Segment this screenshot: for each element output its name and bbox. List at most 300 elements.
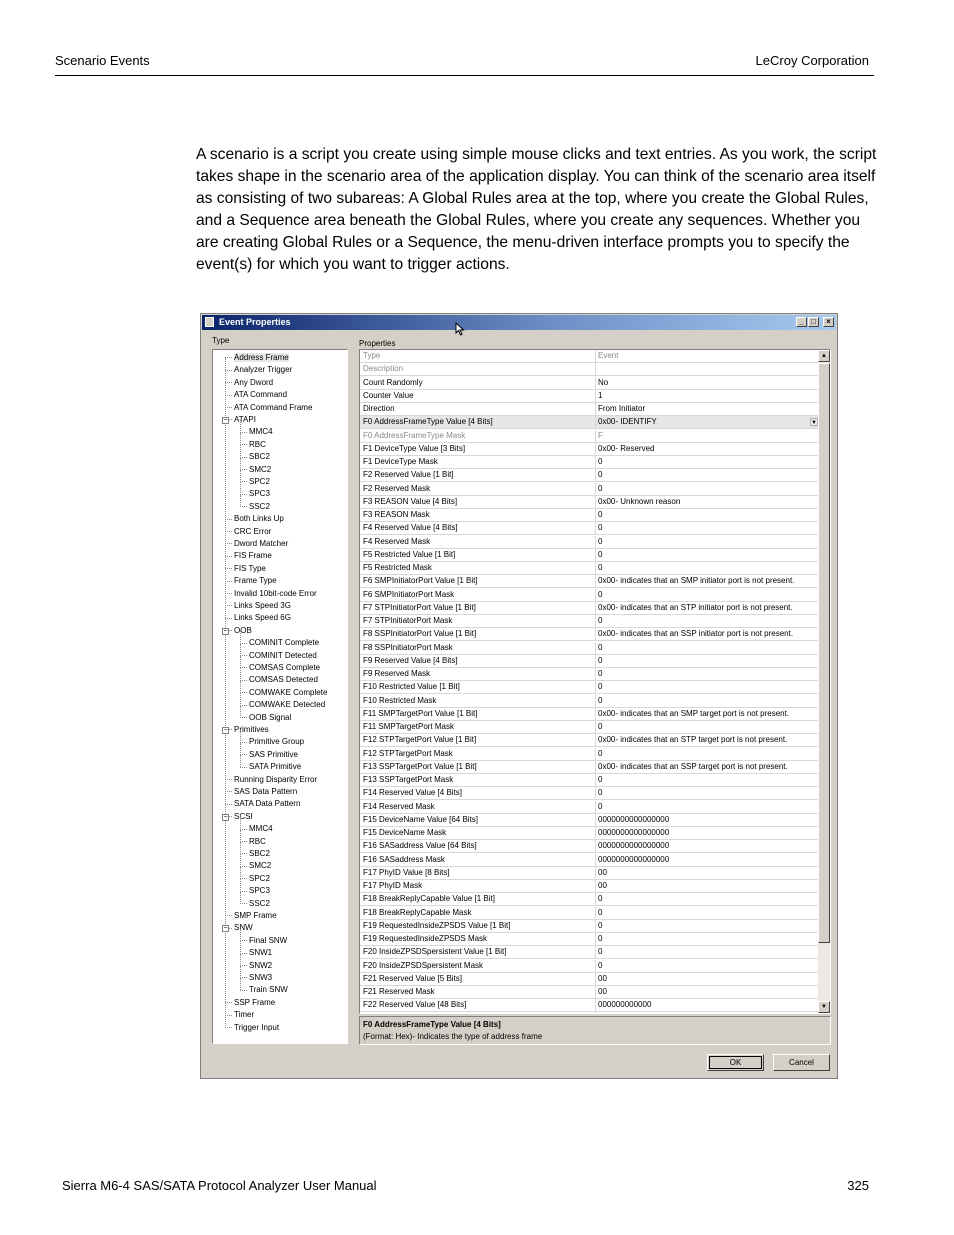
property-name: F0 AddressFrameType Mask [363, 430, 466, 440]
tree-branch [225, 915, 232, 916]
property-row[interactable] [360, 748, 819, 761]
tree-item[interactable] [240, 650, 317, 662]
tree-branch [240, 432, 247, 433]
column-divider [595, 390, 596, 403]
tree-item-label: SMP Frame [234, 911, 277, 920]
tree-branch [225, 382, 232, 383]
tree-item[interactable] [225, 997, 275, 1009]
property-value[interactable]: From Initiator [598, 404, 646, 413]
property-row[interactable] [360, 509, 819, 522]
tree-branch [240, 469, 247, 470]
tree-item[interactable] [240, 488, 270, 500]
property-value[interactable]: 0x00- indicates that an SSP target port is not present. [598, 761, 788, 771]
tree-item[interactable] [240, 860, 271, 872]
column-divider [595, 893, 596, 906]
property-row[interactable] [360, 827, 819, 840]
property-value[interactable]: 1 [598, 390, 603, 400]
property-value[interactable]: 0 [598, 549, 603, 559]
property-value[interactable]: 0 [598, 536, 603, 546]
tree-item[interactable] [240, 836, 266, 848]
tree-branch [225, 531, 232, 532]
property-name: F3 REASON Mask [363, 510, 430, 519]
header-rule [55, 75, 874, 76]
tree-item-label: SPC2 [249, 477, 270, 486]
tree-item[interactable] [225, 538, 288, 550]
property-row[interactable] [360, 496, 819, 509]
tree-item[interactable] [240, 848, 270, 860]
tree-item-label: RBC [249, 439, 266, 449]
column-divider [595, 933, 596, 946]
property-description-panel [359, 1016, 831, 1045]
tree-item-label: ATA Command [234, 390, 288, 400]
tree-item[interactable] [225, 811, 253, 823]
property-row[interactable] [360, 761, 819, 774]
tree-branch [225, 407, 232, 408]
property-row[interactable] [360, 562, 819, 575]
property-value[interactable]: 0 [598, 483, 603, 493]
tree-item[interactable] [225, 364, 292, 376]
tree-item-label: Primitive Group [249, 737, 305, 747]
column-divider [595, 363, 596, 376]
property-row[interactable] [360, 999, 819, 1012]
tree-item-label: Invalid 10bit-code Error [234, 588, 317, 598]
tree-item-label: Dword Matcher [234, 539, 289, 548]
tree-item[interactable] [240, 637, 319, 649]
property-name: F11 SMPTargetPort Value [1 Bit] [363, 708, 478, 718]
property-value[interactable]: 0 [598, 801, 603, 811]
tree-item[interactable] [225, 513, 284, 525]
tree-item[interactable] [225, 550, 272, 562]
tree-item-label: Running Disparity Error [234, 774, 318, 784]
collapse-icon[interactable]: − [223, 627, 228, 635]
tree-item[interactable] [225, 352, 289, 364]
property-row[interactable] [360, 854, 819, 867]
property-row[interactable] [360, 363, 819, 376]
property-name: F20 InsideZPSDSpersistent Value [1 Bit] [363, 947, 507, 957]
tree-item[interactable] [225, 625, 252, 637]
tree-branch [240, 940, 247, 941]
property-row[interactable] [360, 907, 819, 920]
property-name: F12 STPTargetPort Mask [363, 748, 453, 758]
tree-branch [225, 556, 232, 557]
property-row[interactable] [360, 734, 819, 747]
property-row[interactable] [360, 655, 819, 668]
tree-branch [240, 891, 247, 892]
property-value[interactable]: 0x00- indicates that an STP target port is not present. [598, 735, 788, 745]
column-divider [595, 522, 596, 535]
tree-item[interactable] [240, 761, 301, 773]
tree-item[interactable] [225, 377, 273, 389]
property-name: F1 DeviceType Mask [363, 457, 438, 466]
tree-item[interactable] [240, 972, 272, 984]
tree-item-label: SNW1 [249, 948, 273, 958]
description-text: (Format: Hex)- Indicates the type of address frame [363, 1032, 543, 1041]
tree-item[interactable] [240, 501, 270, 513]
tree-branch [240, 977, 247, 978]
column-divider [595, 695, 596, 708]
tree-item[interactable] [240, 662, 320, 674]
property-value[interactable]: 0x00- Unknown reason [598, 496, 681, 506]
tree-branch [240, 841, 247, 842]
property-value[interactable]: 0000000000000000 [598, 814, 670, 824]
tree-branch [225, 593, 232, 594]
property-row[interactable] [360, 986, 819, 999]
property-row[interactable] [360, 801, 819, 814]
tree-branch [240, 866, 247, 867]
column-divider [595, 536, 596, 549]
scroll-down-button[interactable]: ▼ [818, 1001, 830, 1013]
tree-item-label: SPC3 [249, 886, 270, 896]
dialog-title: Event Properties [219, 317, 291, 327]
tree-branch [240, 444, 247, 445]
tree-branch [240, 494, 247, 495]
property-row[interactable] [360, 708, 819, 721]
tree-branch [240, 878, 247, 879]
property-row[interactable] [360, 774, 819, 787]
tree-item-label: SCSI [234, 811, 253, 821]
tree-branch [225, 605, 232, 606]
column-divider [595, 708, 596, 721]
tree-item[interactable] [240, 873, 270, 885]
tree-item[interactable] [225, 922, 253, 934]
tree-branch [225, 519, 232, 520]
tree-item[interactable] [225, 389, 287, 401]
property-value[interactable]: 0 [598, 457, 603, 466]
property-row[interactable] [360, 628, 819, 641]
column-divider [595, 443, 596, 456]
tree-item[interactable] [240, 823, 273, 835]
tree-branch [240, 667, 247, 668]
property-row[interactable] [360, 840, 819, 853]
tree-item[interactable] [225, 910, 277, 922]
tree-item[interactable] [240, 687, 327, 699]
property-value[interactable]: 0000000000000000 [598, 828, 670, 837]
property-row[interactable] [360, 350, 819, 363]
property-value[interactable]: 0 [598, 589, 603, 599]
property-value[interactable]: 00 [598, 973, 607, 983]
property-name: F13 SSPTargetPort Mask [363, 775, 454, 784]
tree-item-label: COMINIT Detected [249, 650, 317, 660]
tree-branch [240, 481, 247, 482]
property-value[interactable]: 0x00- IDENTIFY [598, 417, 657, 427]
minimize-button[interactable]: _ [796, 317, 807, 327]
tree-item[interactable] [240, 439, 266, 451]
property-name: F6 SMPInitiatorPort Value [1 Bit] [363, 576, 478, 586]
tree-item-label: SSC2 [249, 898, 270, 908]
properties-label: Properties [359, 339, 396, 348]
tree-item[interactable] [240, 898, 270, 910]
tree-item-label: COMINIT Complete [249, 638, 320, 648]
property-value[interactable]: 0 [598, 682, 603, 692]
property-value[interactable]: 0 [598, 934, 603, 943]
ok-button[interactable]: OK [707, 1054, 764, 1071]
property-name: F13 SSPTargetPort Value [1 Bit] [363, 761, 477, 771]
property-value[interactable]: 0000000000000000 [598, 854, 670, 864]
collapse-icon[interactable]: − [223, 813, 228, 821]
property-value[interactable]: F [598, 430, 603, 440]
event-type-tree[interactable] [212, 349, 348, 1044]
property-row[interactable] [360, 602, 819, 615]
tree-branch [225, 1015, 232, 1016]
property-row[interactable] [360, 973, 819, 986]
tree-item-label: SATA Data Pattern [234, 799, 301, 809]
property-value[interactable]: 0 [598, 695, 603, 705]
property-row[interactable] [360, 456, 819, 469]
property-row[interactable] [360, 469, 819, 482]
tree-item[interactable] [240, 699, 325, 711]
tree-item[interactable] [240, 960, 272, 972]
property-row[interactable] [360, 589, 819, 602]
column-divider [595, 681, 596, 694]
tree-item-label: OOB Signal [249, 712, 292, 722]
property-value[interactable]: 00 [598, 987, 607, 996]
tree-item-label: SNW [234, 923, 253, 933]
property-name: Description [363, 364, 404, 374]
property-name: F16 SASaddress Mask [363, 854, 445, 864]
tree-item[interactable] [240, 712, 291, 724]
property-name: F14 Reserved Mask [363, 801, 435, 811]
property-value[interactable]: 0 [598, 947, 603, 957]
property-row[interactable] [360, 642, 819, 655]
properties-scrollbar[interactable] [818, 350, 830, 1013]
property-row[interactable] [360, 522, 819, 535]
collapse-icon[interactable]: − [223, 417, 228, 424]
property-name: F21 Reserved Value [5 Bits] [363, 973, 463, 983]
property-row[interactable] [360, 615, 819, 628]
property-row[interactable] [360, 443, 819, 456]
column-divider [595, 430, 596, 443]
property-name: F10 Restricted Value [1 Bit] [363, 682, 460, 692]
property-value[interactable]: 0x00- Reserved [598, 443, 655, 453]
property-row[interactable] [360, 695, 819, 708]
property-value[interactable]: 0 [598, 655, 603, 665]
property-name: F18 BreakReplyCapable Mask [363, 907, 472, 917]
collapse-icon[interactable]: − [223, 925, 228, 933]
tree-item-label: MMC4 [249, 824, 273, 834]
tree-item[interactable] [225, 526, 271, 538]
property-value[interactable]: 0 [598, 470, 603, 480]
tree-item[interactable] [225, 1022, 279, 1034]
tree-branch [240, 767, 247, 768]
property-row[interactable] [360, 933, 819, 946]
property-row[interactable] [360, 893, 819, 906]
tree-item-label: SSP Frame [234, 997, 276, 1007]
property-name: F21 Reserved Mask [363, 987, 435, 996]
property-value[interactable]: 0 [598, 510, 603, 519]
column-divider [595, 483, 596, 496]
tree-item-label: COMWAKE Complete [249, 687, 328, 697]
property-row[interactable] [360, 867, 819, 880]
column-divider [595, 562, 596, 575]
tree-branch [225, 804, 232, 805]
property-name: F4 Reserved Value [4 Bits] [363, 523, 458, 533]
properties-grid[interactable] [359, 349, 831, 1014]
property-row[interactable] [360, 880, 819, 893]
tree-item[interactable] [240, 736, 304, 748]
property-row[interactable] [360, 814, 819, 827]
scrollbar-thumb[interactable] [818, 363, 830, 943]
property-row[interactable] [360, 377, 819, 390]
property-name: F16 SASaddress Value [64 Bits] [363, 841, 477, 851]
column-divider [595, 377, 596, 390]
tree-item[interactable] [225, 1009, 254, 1021]
property-value[interactable]: 0 [598, 960, 603, 970]
tree-branch [240, 990, 247, 991]
column-divider [595, 787, 596, 800]
property-row[interactable] [360, 536, 819, 549]
property-row[interactable] [360, 787, 819, 800]
property-name: F19 RequestedInsideZPSDS Mask [363, 934, 488, 943]
property-value[interactable]: 0 [598, 907, 603, 917]
property-value[interactable]: 000000000000 [598, 1000, 652, 1010]
property-row[interactable] [360, 549, 819, 562]
tree-item-label: SBC2 [249, 849, 270, 858]
property-name: F3 REASON Value [4 Bits] [363, 496, 458, 506]
tree-item-label: OOB [234, 625, 252, 635]
close-button[interactable]: × [823, 317, 834, 327]
tree-branch [240, 742, 247, 743]
property-row[interactable] [360, 483, 819, 496]
tree-branch [225, 581, 232, 582]
tree-item-label: RBC [249, 836, 266, 846]
tree-item[interactable] [240, 476, 270, 488]
tree-branch [240, 754, 247, 755]
property-value[interactable]: No [598, 377, 609, 387]
dropdown-arrow-icon[interactable]: ▼ [811, 420, 817, 427]
property-name: F18 BreakReplyCapable Value [1 Bit] [363, 894, 495, 904]
tree-item[interactable] [225, 402, 312, 414]
property-row[interactable] [360, 681, 819, 694]
property-value[interactable]: 0 [598, 722, 603, 731]
property-value[interactable]: 0 [598, 669, 603, 678]
dialog-titlebar[interactable] [202, 315, 836, 330]
property-value[interactable]: 0x00- indicates that an SMP initiator port is not present. [598, 576, 795, 586]
property-row[interactable] [360, 721, 819, 734]
property-value[interactable]: 0x00- indicates that an SSP initiator port is not present. [598, 629, 794, 639]
maximize-button[interactable]: □ [808, 317, 819, 327]
property-name: F6 SMPInitiatorPort Mask [363, 589, 455, 599]
footer-left: Sierra M6-4 SAS/SATA Protocol Analyzer User Manual [62, 1178, 377, 1193]
scroll-up-button[interactable]: ▲ [818, 350, 830, 362]
tree-item[interactable] [240, 947, 272, 959]
tree-item-label: COMSAS Detected [249, 675, 318, 685]
tree-item-label: SAS Data Pattern [234, 787, 298, 796]
property-name: F17 PhyID Mask [363, 881, 423, 890]
column-divider [595, 801, 596, 814]
column-divider [595, 880, 596, 893]
property-name: F0 AddressFrameType Value [4 Bits] [363, 417, 493, 427]
property-value[interactable]: 0 [598, 788, 603, 798]
property-name: F22 Reserved Value [48 Bits] [363, 1000, 467, 1010]
property-value[interactable]: 0 [598, 523, 603, 533]
property-name: F7 STPInitiatorPort Mask [363, 616, 453, 625]
tree-item[interactable] [240, 984, 288, 996]
tree-item[interactable] [225, 724, 269, 736]
tree-item[interactable] [240, 464, 271, 476]
event-properties-dialog [200, 313, 838, 1079]
cancel-button[interactable]: Cancel [773, 1054, 830, 1071]
property-row[interactable] [360, 668, 819, 681]
property-name: F11 SMPTargetPort Mask [363, 722, 454, 731]
property-value[interactable]: 0000000000000000 [598, 841, 670, 851]
property-name: F8 SSPInitiatorPort Value [1 Bit] [363, 629, 477, 639]
tree-item[interactable] [225, 588, 317, 600]
tree-branch [225, 357, 232, 358]
tree-item[interactable] [240, 426, 273, 438]
tree-item-label: CRC Error [234, 526, 272, 536]
property-row[interactable] [360, 575, 819, 588]
column-divider [595, 721, 596, 734]
tree-item[interactable] [225, 600, 291, 612]
property-row[interactable] [360, 960, 819, 973]
collapse-icon[interactable]: − [223, 727, 228, 734]
property-row[interactable] [360, 390, 819, 403]
tree-item[interactable] [225, 798, 300, 810]
property-value[interactable]: 00 [598, 867, 607, 877]
property-value[interactable]: Event [598, 351, 619, 360]
tree-item-label: SPC2 [249, 873, 270, 883]
tree-item[interactable] [240, 451, 270, 463]
property-name: F15 DeviceName Value [64 Bits] [363, 814, 479, 824]
tree-item-label: Timer [234, 1010, 255, 1020]
page-header-right: LeCroy Corporation [755, 53, 869, 68]
tree-item[interactable] [240, 749, 298, 761]
column-divider [595, 655, 596, 668]
property-value[interactable]: 0 [598, 748, 603, 758]
tree-branch [240, 953, 247, 954]
tree-item-label: SAS Primitive [249, 749, 298, 759]
property-row[interactable] [360, 430, 819, 443]
property-row[interactable] [360, 946, 819, 959]
tree-item[interactable] [240, 674, 318, 686]
tree-item-label: SSC2 [249, 501, 270, 511]
property-value[interactable]: 0 [598, 616, 603, 625]
tree-item[interactable] [225, 575, 277, 587]
property-row[interactable] [360, 416, 819, 429]
property-row[interactable] [360, 403, 819, 416]
tree-item[interactable] [240, 935, 287, 947]
property-value[interactable]: 0 [598, 563, 603, 572]
tree-item-label: Trigger Input [234, 1022, 280, 1032]
property-value[interactable]: 00 [598, 881, 607, 890]
column-divider [595, 469, 596, 482]
tree-item[interactable] [225, 612, 291, 624]
property-value[interactable]: 0x00- indicates that an SMP target port is not present. [598, 708, 790, 718]
tree-item[interactable] [225, 786, 297, 798]
tree-item[interactable] [225, 774, 317, 786]
property-row[interactable] [360, 920, 819, 933]
tree-item[interactable] [225, 563, 266, 575]
tree-item-label: Frame Type [234, 576, 277, 586]
property-name: F8 SSPInitiatorPort Mask [363, 642, 453, 652]
column-divider [595, 509, 596, 522]
tree-item-label: MMC4 [249, 427, 273, 437]
property-value[interactable]: 0x00- indicates that an STP initiator port is not present. [598, 602, 793, 612]
property-value[interactable]: 0 [598, 894, 603, 904]
tree-branch [225, 568, 232, 569]
tree-item[interactable] [240, 885, 270, 897]
property-name: F20 InsideZPSDSpersistent Mask [363, 960, 484, 970]
property-name: F2 Reserved Mask [363, 483, 431, 493]
property-value[interactable]: 0 [598, 920, 603, 930]
intro-paragraph: A scenario is a script you create using simple mouse clicks and text entries. As you work, the script takes shape in the scenario area of the application display. You can think of the scenario area itself as consisting of two subareas: A Global Rules area at the top, where you create the Global Rules, and a Sequence area beneath the Global Rules, where you create any sequences. Whether you are creating Global Rules or a Sequence, the menu-driven interface prompts you to specify the event(s) for which you want to trigger actions. [196, 146, 877, 273]
column-divider [595, 642, 596, 655]
tree-branch [240, 692, 247, 693]
property-value[interactable]: 0 [598, 642, 603, 652]
property-value[interactable]: 0 [598, 775, 603, 784]
tree-branch [240, 965, 247, 966]
tree-branch [225, 779, 232, 780]
